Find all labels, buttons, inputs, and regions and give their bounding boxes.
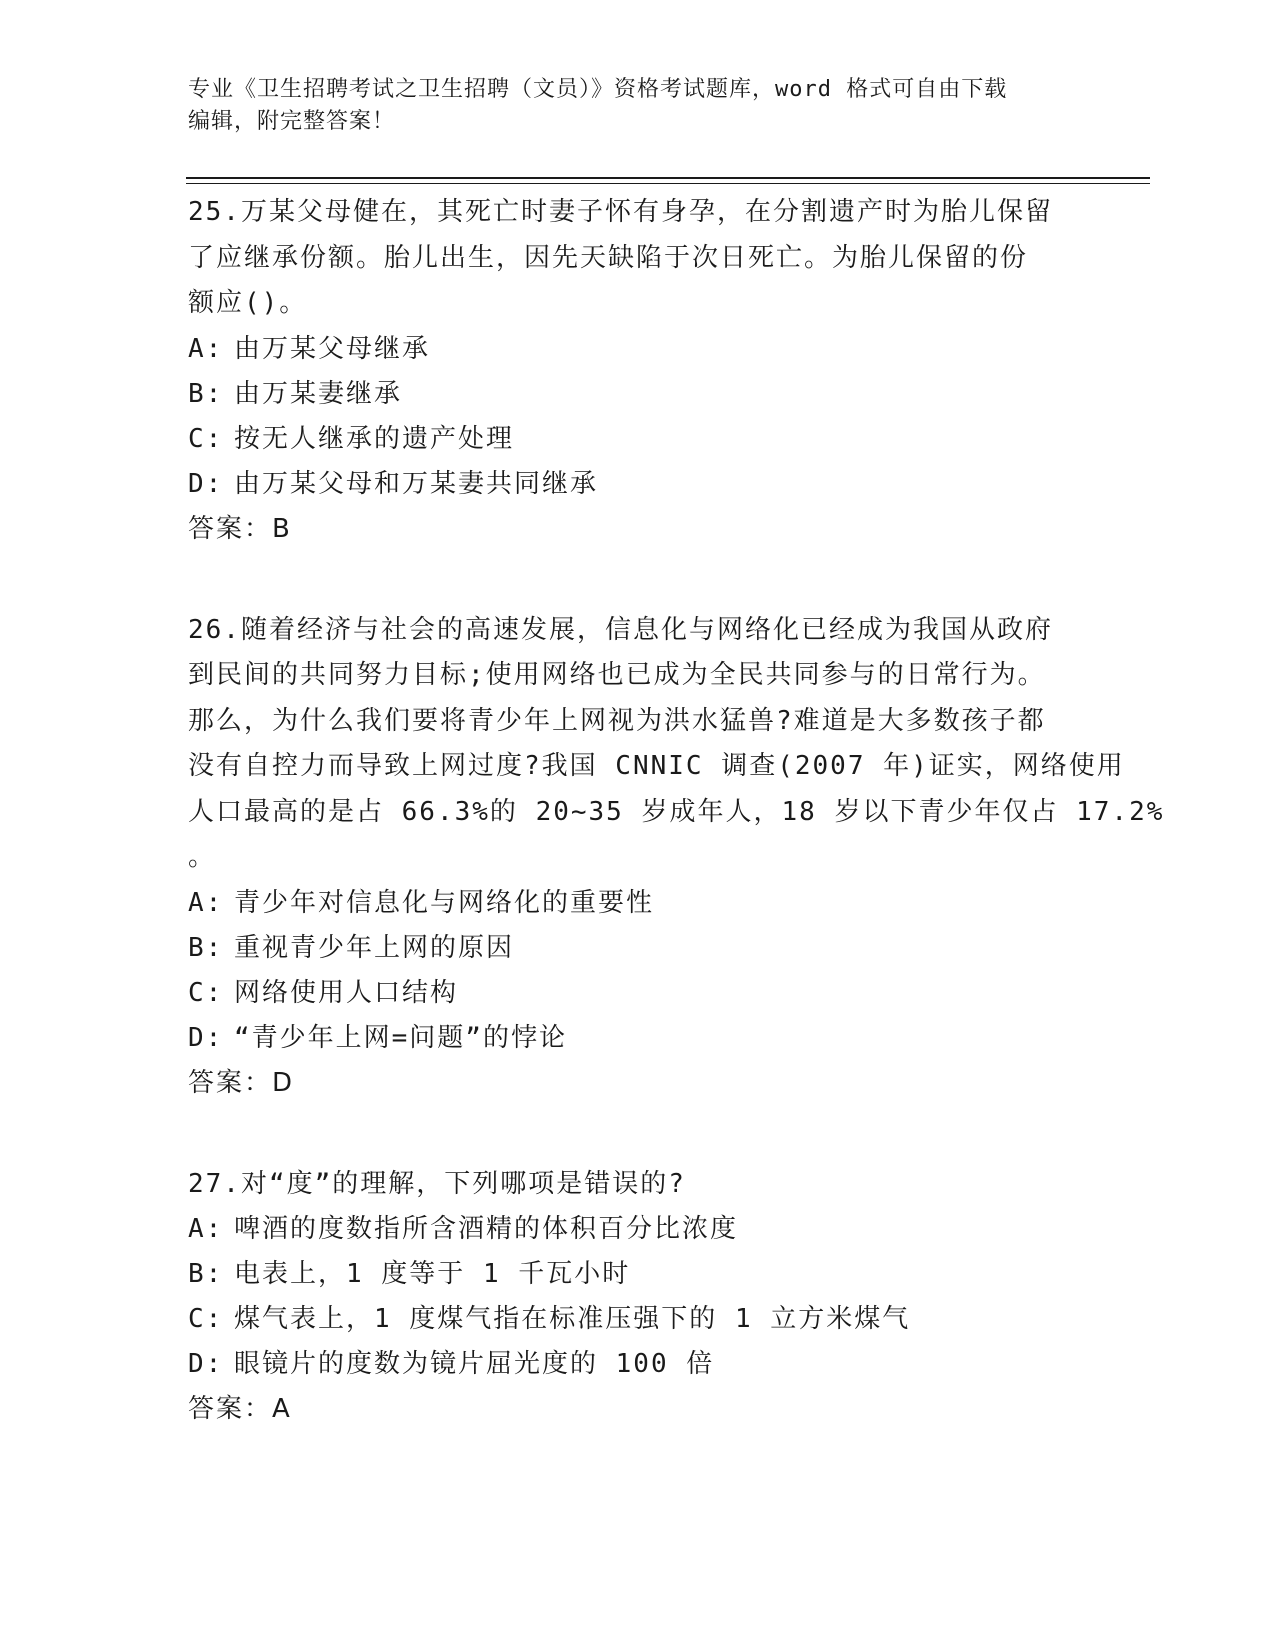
header-divider-thin xyxy=(186,183,1150,184)
option-letter: B: xyxy=(188,1259,224,1289)
option-letter: B: xyxy=(188,378,224,409)
option-text: 眼镜片的度数为镜片屈光度的 100 倍 xyxy=(234,1349,715,1379)
option-letter: D: xyxy=(188,1349,224,1379)
option-c xyxy=(188,971,1088,1016)
header-line: 专业《卫生招聘考试之卫生招聘（文员）》资格考试题库，word 格式可自由下载 xyxy=(188,77,1008,102)
option-letter: C: xyxy=(188,977,224,1008)
question-stem-line: 25.万某父母健在，其死亡时妻子怀有身孕，在分割遗产时为胎儿保留 xyxy=(188,197,1053,227)
option-a xyxy=(188,327,1088,372)
header-divider xyxy=(186,177,1150,179)
option-d xyxy=(188,462,1088,507)
option-d xyxy=(188,1342,1088,1387)
question-stem-line: 了应继承份额。胎儿出生，因先天缺陷于次日死亡。为胎儿保留的份 xyxy=(188,242,1029,273)
option-text: 啤酒的度数指所含酒精的体积百分比浓度 xyxy=(234,1214,739,1244)
option-letter: A: xyxy=(188,1214,224,1244)
option-letter: C: xyxy=(188,1304,224,1334)
option-letter: B: xyxy=(188,932,224,963)
option-b xyxy=(188,372,1088,417)
question-stem-line: 没有自控力而导致上网过度?我国 CNNIC 调查(2007 年)证实，网络使用 xyxy=(188,751,1125,781)
option-a xyxy=(188,1207,1088,1252)
option-b xyxy=(188,926,1088,971)
answer-label: 答案：D xyxy=(188,1067,295,1098)
option-text: 由万某父母和万某妻共同继承 xyxy=(234,468,599,499)
option-letter: C: xyxy=(188,423,224,454)
option-text: 煤气表上，1 度煤气指在标准压强下的 1 立方米煤气 xyxy=(234,1304,911,1334)
question-stem-line: 额应()。 xyxy=(188,288,308,318)
question-spacer xyxy=(188,552,1088,608)
header-line: 编辑，附完整答案！ xyxy=(188,109,396,134)
question-stem-line: 26.随着经济与社会的高速发展，信息化与网络化已经成为我国从政府 xyxy=(188,614,1053,645)
option-letter: D: xyxy=(188,468,224,499)
option-c xyxy=(188,417,1088,462)
option-a xyxy=(188,881,1088,926)
option-letter: A: xyxy=(188,333,224,364)
question-27 xyxy=(188,1162,1088,1433)
option-c xyxy=(188,1297,1088,1342)
option-text: 按无人继承的遗产处理 xyxy=(234,423,515,454)
question-26 xyxy=(188,608,1165,1106)
question-stem-line: 27.对“度”的理解，下列哪项是错误的? xyxy=(188,1168,686,1199)
question-stem-line: 。 xyxy=(188,842,217,872)
question-stem-line: 人口最高的是占 66.3%的 20~35 岁成年人，18 岁以下青少年仅占 17.2% xyxy=(188,796,1165,827)
option-b xyxy=(188,1252,1088,1297)
option-letter: A: xyxy=(188,887,224,918)
answer-label: 答案：A xyxy=(188,1394,292,1424)
option-text: 重视青少年上网的原因 xyxy=(234,932,515,963)
question-spacer xyxy=(188,1106,1088,1162)
question-25 xyxy=(188,190,1088,552)
option-text: 电表上，1 度等于 1 千瓦小时 xyxy=(234,1259,631,1289)
option-text: 网络使用人口结构 xyxy=(234,977,459,1008)
option-text: 青少年对信息化与网络化的重要性 xyxy=(234,887,655,918)
option-text: 由万某妻继承 xyxy=(234,378,403,409)
option-text: 由万某父母继承 xyxy=(234,333,431,364)
option-text: “青少年上网=问题”的悖论 xyxy=(234,1022,567,1053)
question-stem-line: 那么，为什么我们要将青少年上网视为洪水猛兽?难道是大多数孩子都 xyxy=(188,705,1046,736)
document-header xyxy=(188,74,1088,138)
option-letter: D: xyxy=(188,1022,224,1053)
answer-label: 答案：B xyxy=(188,513,292,544)
question-stem-line: 到民间的共同努力目标;使用网络也已成为全民共同参与的日常行为。 xyxy=(188,660,1046,690)
option-d xyxy=(188,1016,1088,1061)
question-list xyxy=(188,190,1165,1432)
